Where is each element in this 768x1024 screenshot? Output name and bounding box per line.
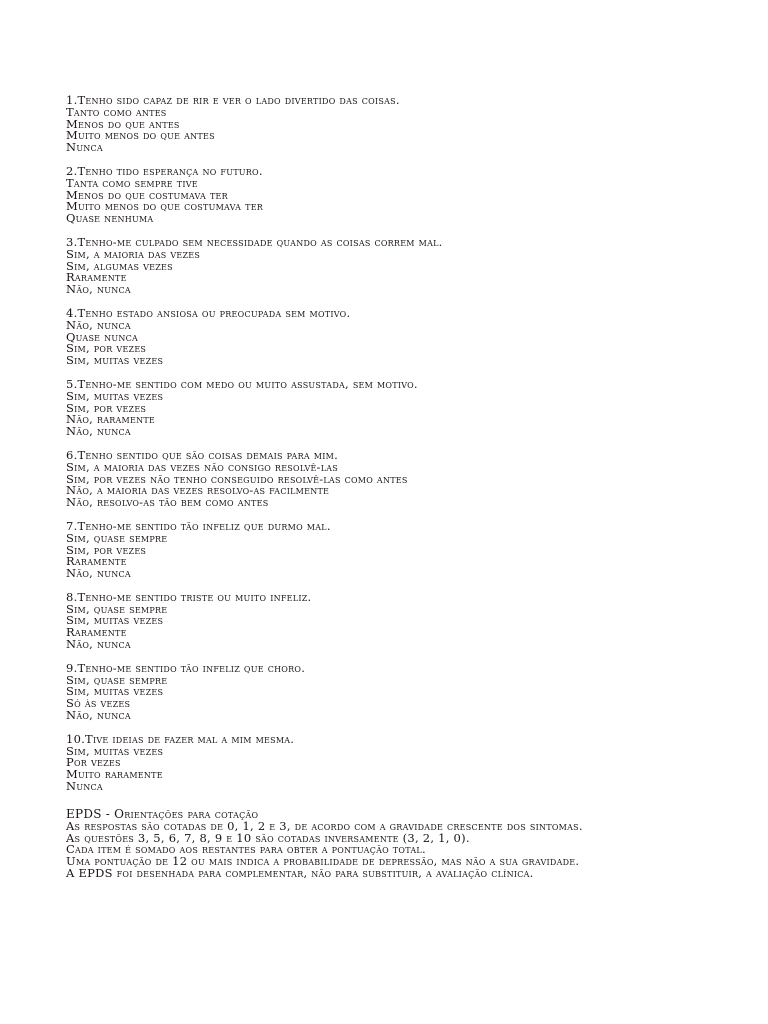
notes-paragraph: A EPDS foi desenhada para complementar, não para substituir, a avaliação clínica. (66, 865, 534, 880)
question-6 (66, 447, 706, 510)
notes-title: EPDS - Orientações para cotação (66, 807, 259, 821)
answer-option: Menos do que antes (66, 116, 180, 131)
question-10 (66, 731, 706, 794)
answer-option: Raramente (66, 554, 127, 569)
answer-option: Raramente (66, 270, 127, 285)
answer-option: Sim, algumas vezes (66, 258, 173, 273)
question-7 (66, 518, 706, 581)
answer-option: Sim, quase sempre (66, 530, 168, 545)
answer-option: Sim, por vezes (66, 542, 147, 557)
question-title: 5.Tenho-me sentido com medo ou muito assustada, sem motivo. (66, 376, 418, 391)
notes-paragraph: Cada item é somado aos restantes para obter a pontuação total. (66, 842, 426, 857)
answer-option: Por vezes (66, 755, 121, 770)
answer-option: Raramente (66, 625, 127, 640)
answer-option: Muito menos do que costumava ter (66, 199, 264, 214)
answer-option: Sim, quase sempre (66, 672, 168, 687)
answer-option: Quase nunca (66, 329, 139, 344)
answer-option: Não, nunca (66, 566, 131, 581)
question-3 (66, 234, 706, 297)
answer-option: Não, nunca (66, 317, 131, 332)
question-4 (66, 305, 706, 368)
answer-option: Não, nunca (66, 708, 131, 723)
answer-option: Sim, muitas vezes (66, 353, 164, 368)
questionnaire (66, 95, 706, 805)
question-title: 4.Tenho estado ansiosa ou preocupada sem motivo. (66, 305, 351, 320)
answer-option: Não, raramente (66, 412, 156, 427)
question-title: 2.Tenho tido esperança no futuro. (66, 163, 263, 178)
answer-option: Não, a maioria das vezes resolvo-as facilmente (66, 483, 330, 498)
answer-option: Sim, por vezes (66, 400, 147, 415)
question-1 (66, 95, 706, 154)
answer-option: Sim, por vezes não tenho conseguido resolvê-las como antes (66, 471, 408, 486)
answer-option: Não, nunca (66, 282, 131, 297)
answer-option: Quase nenhuma (66, 211, 154, 226)
answer-option: Não, nunca (66, 637, 131, 652)
notes-paragraph: As questões 3, 5, 6, 7, 8, 9 e 10 são cotadas inversamente (3, 2, 1, 0). (66, 830, 470, 845)
question-title: 10.Tive ideias de fazer mal a mim mesma. (66, 731, 295, 746)
question-title: 6.Tenho sentido que são coisas demais para mim. (66, 447, 338, 462)
question-title: 8.Tenho-me sentido triste ou muito infeliz. (66, 589, 312, 604)
answer-option: Sim, a maioria das vezes não consigo resolvê-las (66, 459, 339, 474)
question-title: 9.Tenho-me sentido tão infeliz que choro. (66, 660, 306, 675)
answer-option: Sim, a maioria das vezes (66, 246, 201, 261)
answer-option: Muito menos do que antes (66, 128, 215, 143)
answer-option: Não, nunca (66, 424, 131, 439)
question-2 (66, 163, 706, 226)
answer-option: Muito raramente (66, 767, 163, 782)
answer-option: Sim, muitas vezes (66, 743, 164, 758)
question-8 (66, 589, 706, 652)
answer-option: Sim, muitas vezes (66, 613, 164, 628)
answer-option: Tanto como antes (66, 104, 167, 119)
question-5 (66, 376, 706, 439)
notes-paragraph: As respostas são cotadas de 0, 1, 2 e 3, de acordo com a gravidade crescente dos sintomas. (66, 818, 583, 833)
answer-option: Sim, quase sempre (66, 601, 168, 616)
question-title: 3.Tenho-me culpado sem necessidade quando as coisas correm mal. (66, 234, 443, 249)
scoring-notes (66, 809, 706, 880)
answer-option: Sim, muitas vezes (66, 684, 164, 699)
answer-option: Nunca (66, 140, 103, 155)
answer-option: Tanta como sempre tive (66, 175, 198, 190)
notes-paragraph: Uma pontuação de 12 ou mais indica a probabilidade de depressão, mas não a sua gravidade. (66, 854, 580, 869)
answer-option: Só às vezes (66, 696, 131, 711)
answer-option: Não, resolvo-as tão bem como antes (66, 495, 269, 510)
question-title: 1.Tenho sido capaz de rir e ver o lado divertido das coisas. (66, 93, 400, 107)
question-title: 7.Tenho-me sentido tão infeliz que durmo mal. (66, 518, 331, 533)
answer-option: Sim, muitas vezes (66, 388, 164, 403)
answer-option: Menos do que costumava ter (66, 187, 228, 202)
answer-option: Sim, por vezes (66, 341, 147, 356)
question-9 (66, 660, 706, 723)
answer-option: Nunca (66, 779, 103, 794)
